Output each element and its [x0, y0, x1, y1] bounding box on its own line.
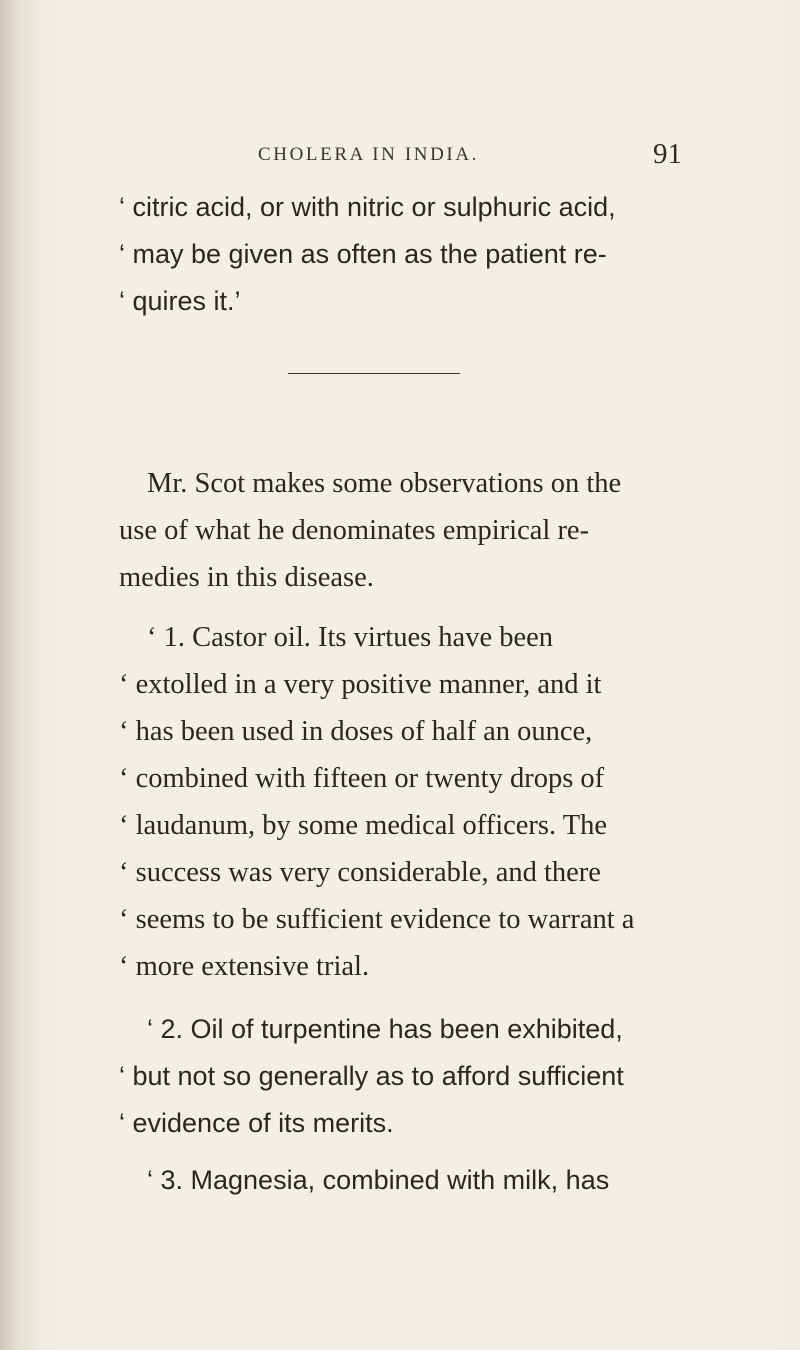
text-line: ‘ laudanum, by some medical officers. The	[119, 810, 608, 841]
running-head: CHOLERA IN INDIA.	[258, 144, 479, 165]
text-line: ‘ may be given as often as the patient re-	[119, 239, 607, 269]
text-line: ‘ seems to be sufficient evidence to warrant a	[119, 904, 635, 935]
text-line: ‘ extolled in a very positive manner, and it	[119, 669, 602, 700]
section-divider	[288, 373, 460, 374]
text-line: ‘ 2. Oil of turpentine has been exhibited,	[147, 1014, 623, 1044]
text-line: ‘ but not so generally as to afford sufficient	[119, 1061, 624, 1091]
text-line: ‘ 3. Magnesia, combined with milk, has	[147, 1165, 610, 1195]
text-line: ‘ more extensive trial.	[119, 951, 370, 982]
text-line: medies in this disease.	[119, 562, 374, 593]
text-line: ‘ 1. Castor oil. Its virtues have been	[147, 622, 554, 653]
text-line: ‘ has been used in doses of half an ounce,	[119, 716, 593, 747]
page-header	[258, 140, 682, 174]
text-line: Mr. Scot makes some observations on the	[147, 468, 622, 499]
text-line: ‘ quires it.’	[119, 286, 241, 316]
page-number: 91	[653, 138, 682, 170]
text-line: use of what he denominates empirical re-	[119, 515, 590, 546]
text-line: ‘ citric acid, or with nitric or sulphuric acid,	[119, 192, 616, 222]
text-line: ‘ combined with fifteen or twenty drops of	[119, 763, 605, 794]
text-line: ‘ success was very considerable, and there	[119, 857, 601, 888]
text-line: ‘ evidence of its merits.	[119, 1108, 394, 1138]
